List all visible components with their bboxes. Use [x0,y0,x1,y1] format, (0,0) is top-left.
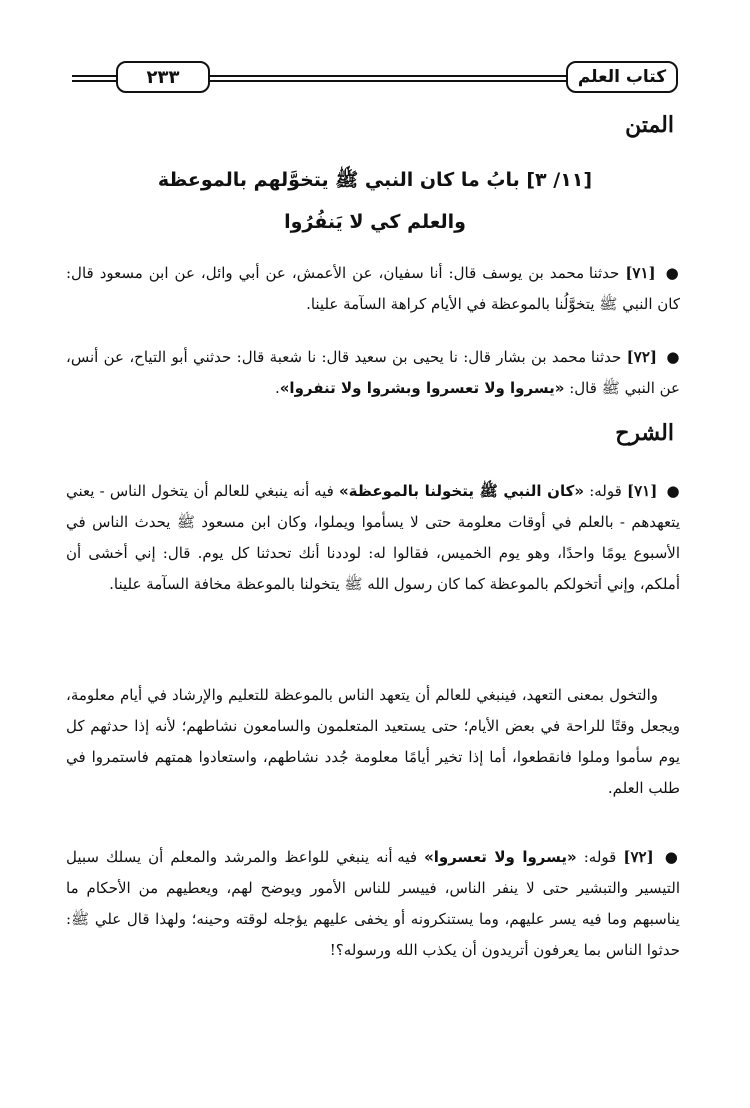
book-title: كتاب العلم [566,61,678,93]
hadith-text: حدثنا محمد بن بشار قال: نا يحيى بن سعيد قال: نا شعبة قال: حدثني أبو التياح، عن أنس، عن النبي ﷺ قال: [66,348,680,397]
hadith-number: [٧١] [625,264,656,282]
header-rule-top [210,75,570,77]
sharh-quote: «يسروا ولا تعسروا» [424,848,577,866]
sharh-72 [66,842,680,966]
hadith-71 [66,258,680,320]
sharh-71 [66,476,680,600]
sharh-text: فيه أنه ينبغي للواعظ والمرشد والمعلم أن يسلك سبيل التيسير والتبشير حتى لا ينفر الناس، فييسر للناس الأمور ويوضح لهم، ويعطيهم من الأحكام ما يناسبهم وما فيه يسر عليهم، وما يستنكرونه أو يخفى عليهم يؤجله لوقته وحينه؛ ولهذا قال علي ﷺ: حدثوا الناس بما يعرفون أتريدون أن يكذب الله ورسوله؟! [66,848,680,959]
sharh-number: [٧١] [626,482,658,500]
explanation-paragraph: والتخول بمعنى التعهد، فينبغي للعالم أن يتعهد الناس بالموعظة للتعليم والإرشاد في أيام معلومة، ويجعل وقتًا للراحة في بعض الأيام؛ حتى يستعيد المتعلمون والسامعون نشاطهم؛ لأنه إذا حدثهم كل يوم سأموا وملوا فانقطعوا، أما إذا تخير أيامًا معلومة جُدد نشاطهم، واستعادوا همتهم فاستمروا في طلب العلم. [66,686,680,797]
chapter-heading-line2: والعلم كي لا يَنفُرُوا [284,211,466,233]
hadith-quote: «يسروا ولا تعسروا وبشروا ولا تنفروا» [279,379,565,397]
sharh-lead: قوله: [589,482,622,500]
page-header [72,58,678,98]
header-rule-bottom [210,80,570,82]
chapter-heading-line1: [١١/ ٣] بابُ ما كان النبي ﷺ يتخوَّلهم بالموعظة [157,169,593,191]
bullet-icon: ● [665,264,680,282]
header-rule-top [72,75,116,77]
page-number: ٢٣٣ [116,61,210,93]
sharh-number: [٧٢] [623,848,654,866]
sharh-lead: قوله: [583,848,617,866]
bullet-icon: ● [666,482,680,500]
hadith-number: [٧٢] [626,348,658,366]
hadith-72 [66,342,680,404]
sharh-quote: «كان النبي ﷺ يتخولنا بالموعظة» [338,482,585,500]
sharh-label: الشرح [615,420,674,446]
matn-label: المتن [625,112,674,138]
header-rule-bottom [72,80,116,82]
bullet-icon: ● [666,348,681,366]
sharh-text: فيه أنه ينبغي للعالم أن يتخول الناس - يعني يتعهدهم - بالعلم في أوقات معلومة حتى لا يسأموا ويملوا، وكان ابن مسعود ﷺ يحدث الناس في الأسبوع يومًا واحدًا، وهو يوم الخميس، فقالوا له: لوددنا أنك تحدثنا كل يوم. قال: إني أخشى أن أملكم، وإني أتخولكم بالموعظة كما كان رسول الله ﷺ يتخولنا بالموعظة مخافة السآمة علينا. [66,482,680,593]
hadith-text-end: . [274,379,280,397]
bullet-icon: ● [664,848,681,866]
hadith-text: حدثنا محمد بن يوسف قال: أنا سفيان، عن الأعمش، عن أبي وائل، عن ابن مسعود قال: كان النبي ﷺ يتخوَّلُنا بالموعظة في الأيام كراهة السآمة علينا. [66,264,680,313]
